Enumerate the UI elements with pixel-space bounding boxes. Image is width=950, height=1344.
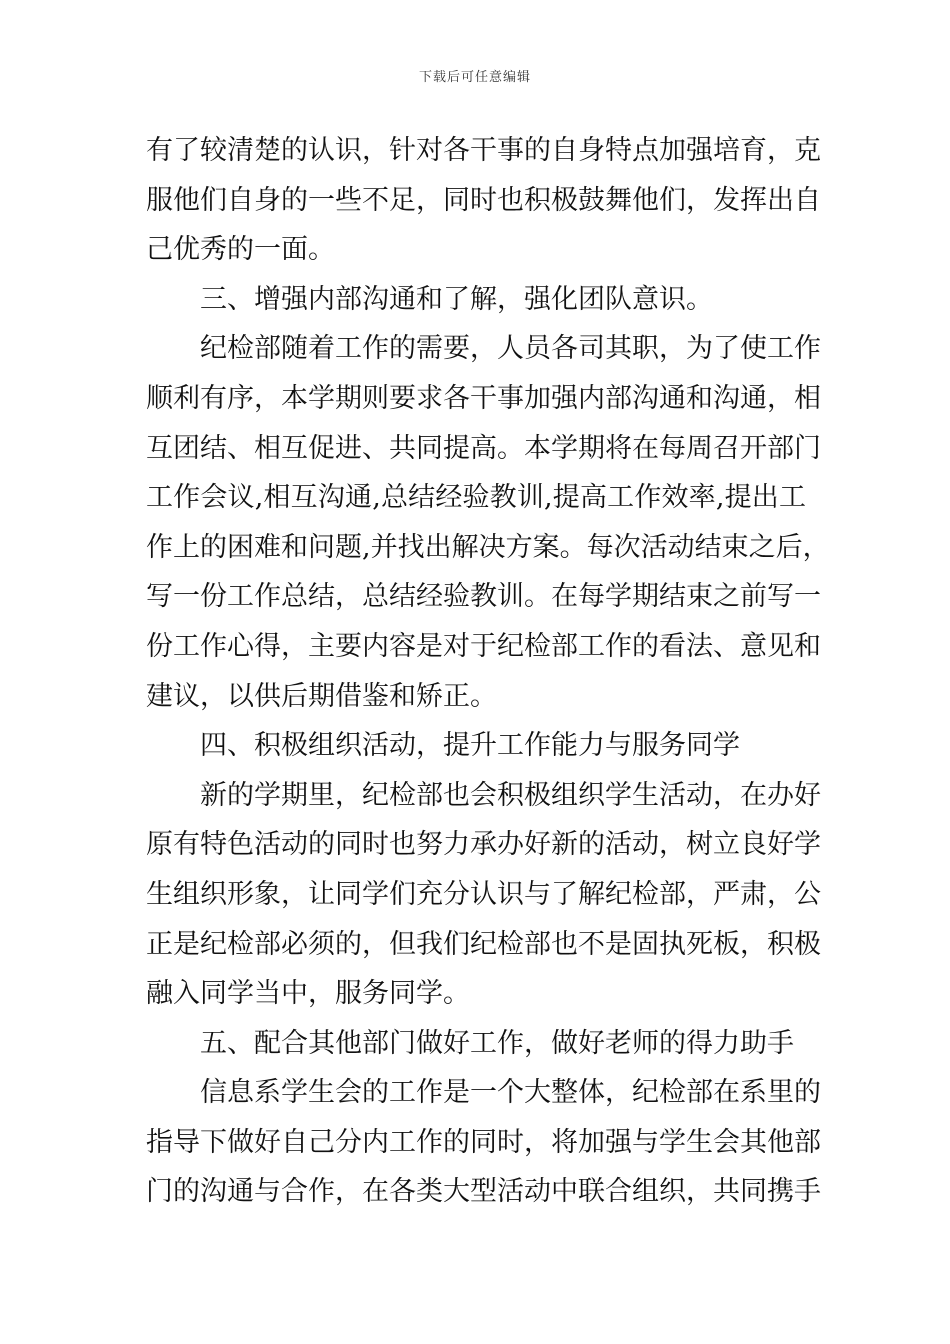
- text-line: 作上的困难和问题,并找出解决方案。每次活动结束之后，: [146, 531, 830, 563]
- section-heading: 四、积极组织活动，提升工作能力与服务同学: [200, 730, 740, 762]
- text-line: 指导下做好自己分内工作的同时，将加强与学生会其他部: [146, 1126, 821, 1158]
- text-line: 份工作心得，主要内容是对于纪检部工作的看法、意见和: [146, 630, 821, 662]
- text-line: 纪检部随着工作的需要，人员各司其职，为了使工作: [200, 333, 821, 365]
- section-heading: 五、配合其他部门做好工作，做好老师的得力助手: [200, 1027, 794, 1059]
- text-line: 己优秀的一面。: [146, 234, 335, 266]
- text-line: 正是纪检部必须的，但我们纪检部也不是固执死板，积极: [146, 928, 821, 960]
- text-line: 有了较清楚的认识，针对各干事的自身特点加强培育，克: [146, 135, 821, 166]
- body-text: [146, 126, 830, 1217]
- header-note: 下载后可任意编辑: [418, 70, 531, 85]
- text-line: 工作会议,相互沟通,总结经验教训,提高工作效率,提出工: [146, 482, 806, 514]
- text-line: 新的学期里，纪检部也会积极组织学生活动，在办好: [200, 779, 821, 811]
- text-line: 原有特色活动的同时也努力承办好新的活动，树立良好学: [146, 829, 821, 861]
- text-line: 建议，以供后期借鉴和矫正。: [146, 680, 497, 712]
- text-line: 互团结、相互促进、共同提高。本学期将在每周召开部门: [146, 432, 821, 464]
- section-heading: 三、增强内部沟通和了解，强化团队意识。: [200, 283, 713, 315]
- text-line: 信息系学生会的工作是一个大整体，纪检部在系里的: [200, 1077, 821, 1109]
- text-line: 融入同学当中，服务同学。: [146, 978, 470, 1010]
- text-line: 顺利有序，本学期则要求各干事加强内部沟通和沟通，相: [146, 382, 821, 414]
- text-line: 门的沟通与合作，在各类大型活动中联合组织，共同携手: [146, 1176, 821, 1208]
- text-line: 服他们自身的一些不足，同时也积极鼓舞他们，发挥出自: [146, 184, 821, 216]
- text-line: 生组织形象，让同学们充分认识与了解纪检部，严肃，公: [146, 878, 821, 910]
- text-line: 写一份工作总结，总结经验教训。在每学期结束之前写一: [146, 581, 821, 613]
